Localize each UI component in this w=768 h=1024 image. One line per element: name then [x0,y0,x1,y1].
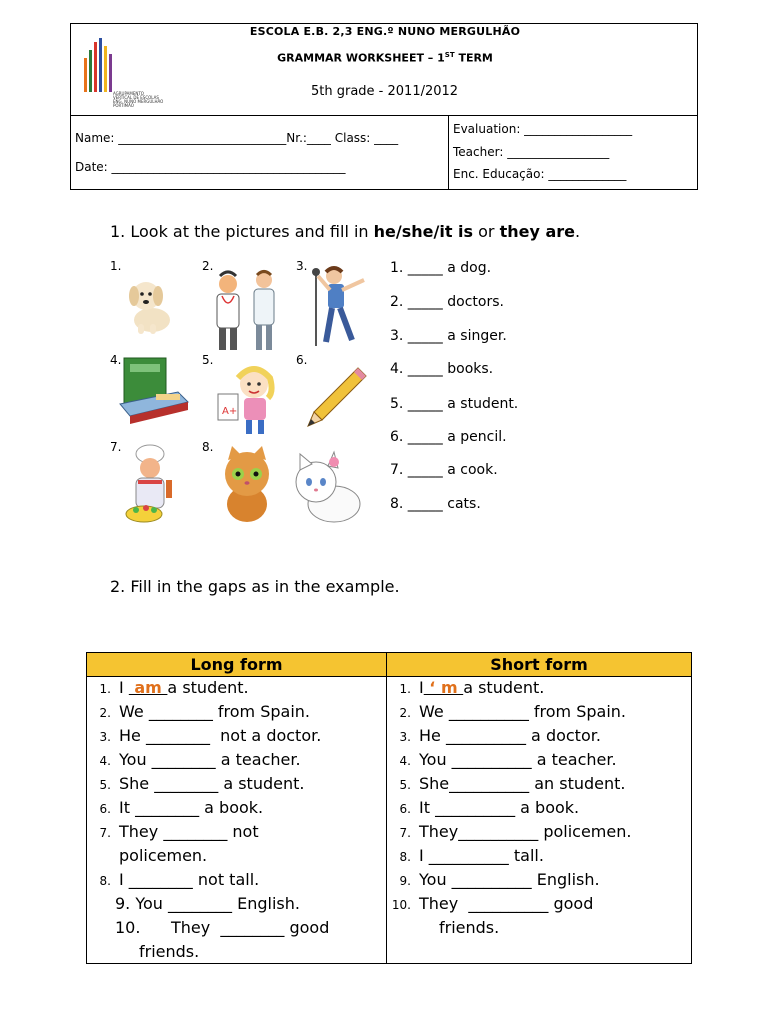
doctors-icon [208,266,286,354]
long-form-row[interactable]: 8. I ________ not tall. [99,870,260,889]
picture-number: 8. [202,440,214,454]
svg-text:ENG. NUNO MERGULHÃO: ENG. NUNO MERGULHÃO [113,99,164,104]
picture-number: 4. [110,353,122,367]
svg-text:VERTICAL DE ESCOLAS: VERTICAL DE ESCOLAS [113,95,159,100]
exercise-2-instruction: 2. Fill in the gaps as in the example. [110,577,400,596]
picture-number: 7. [110,440,122,454]
header-divider [71,115,697,116]
short-form-example: 1. I ‘ m a student. [399,678,545,697]
worksheet-title: GRAMMAR WORKSHEET – 1ST TERM [277,51,493,65]
picture-number: 5. [202,353,214,367]
long-form-row[interactable]: 10. They ________ good [115,918,330,937]
dog-icon [122,274,178,336]
short-form-row[interactable]: 4. You __________ a teacher. [399,750,617,769]
short-form-row[interactable]: 5. She__________ an student. [399,774,626,793]
long-form-row[interactable]: 7. They ________ not [99,822,259,841]
short-form-row[interactable]: 6. It __________ a book. [399,798,580,817]
long-form-row-continued: friends. [139,942,200,961]
answer-line-5[interactable]: 5. _____ a student. [390,396,519,412]
picture-number: 3. [296,259,308,273]
long-form-row-continued: policemen. [119,846,208,865]
picture-number: 6. [296,353,308,367]
evaluation-field[interactable]: Evaluation: __________________ [453,122,633,136]
short-form-row[interactable]: 9. You __________ English. [399,870,600,889]
short-form-row-continued: friends. [439,918,500,937]
answer-line-3[interactable]: 3. _____ a singer. [390,328,507,344]
svg-text:PORTIMÃO: PORTIMÃO [113,103,134,108]
answer-line-6[interactable]: 6. _____ a pencil. [390,429,507,445]
short-form-row[interactable]: 3. He __________ a doctor. [399,726,601,745]
long-form-header: Long form [87,653,386,677]
long-form-row[interactable]: 6. It ________ a book. [99,798,264,817]
short-form-row[interactable]: 2. We __________ from Spain. [399,702,627,721]
short-form-header: Short form [387,653,691,677]
cats-icon [216,446,278,526]
forms-table [86,652,692,964]
worksheet-header [70,23,698,190]
answer-line-4[interactable]: 4. _____ books. [390,361,494,377]
date-field[interactable]: Date: _______________________________________ [75,160,346,174]
cats-icon [288,452,368,526]
long-form-row[interactable]: 3. He ________ not a doctor. [99,726,322,745]
answer-line-7[interactable]: 7. _____ a cook. [390,462,498,478]
answer-line-1[interactable]: 1. _____ a dog. [390,260,492,276]
picture-number: 1. [110,259,122,273]
books-icon [116,354,192,430]
picture-number: 2. [202,259,214,273]
singer-icon [302,262,376,352]
teacher-field[interactable]: Teacher: _________________ [453,145,610,159]
table-column-divider [386,653,387,963]
short-form-row[interactable]: 8. I __________ tall. [399,846,544,865]
long-form-row[interactable]: 4. You ________ a teacher. [99,750,301,769]
student-icon [214,362,284,436]
answer-line-8[interactable]: 8. _____ cats. [390,496,481,512]
cook-icon [116,444,186,534]
enc-educacao-field[interactable]: Enc. Educação: _____________ [453,167,627,181]
grade-year: 5th grade - 2011/2012 [311,84,459,99]
long-form-example: 1. I am a student. [99,678,249,697]
exercise-1-instruction: 1. Look at the pictures and fill in he/she/it is or they are. [110,222,581,241]
long-form-row[interactable]: 5. She ________ a student. [99,774,305,793]
long-form-row[interactable]: 2. We ________ from Spain. [99,702,311,721]
svg-text:AGRUPAMENTO: AGRUPAMENTO [113,91,144,96]
short-form-row[interactable]: 10. They __________ good [391,894,594,913]
header-column-divider [448,115,449,189]
long-form-row[interactable]: 9. You ________ English. [115,894,300,913]
svg-text:A+: A+ [222,406,238,417]
school-name: ESCOLA E.B. 2,3 ENG.º NUNO MERGULHÃO [249,25,521,38]
school-logo [81,32,164,110]
short-form-row[interactable]: 7. They__________ policemen. [399,822,632,841]
answer-line-2[interactable]: 2. _____ doctors. [390,294,504,310]
pencil-icon [302,364,368,430]
name-field[interactable]: Name: ____________________________Nr.:____ Class: ____ [75,131,399,145]
